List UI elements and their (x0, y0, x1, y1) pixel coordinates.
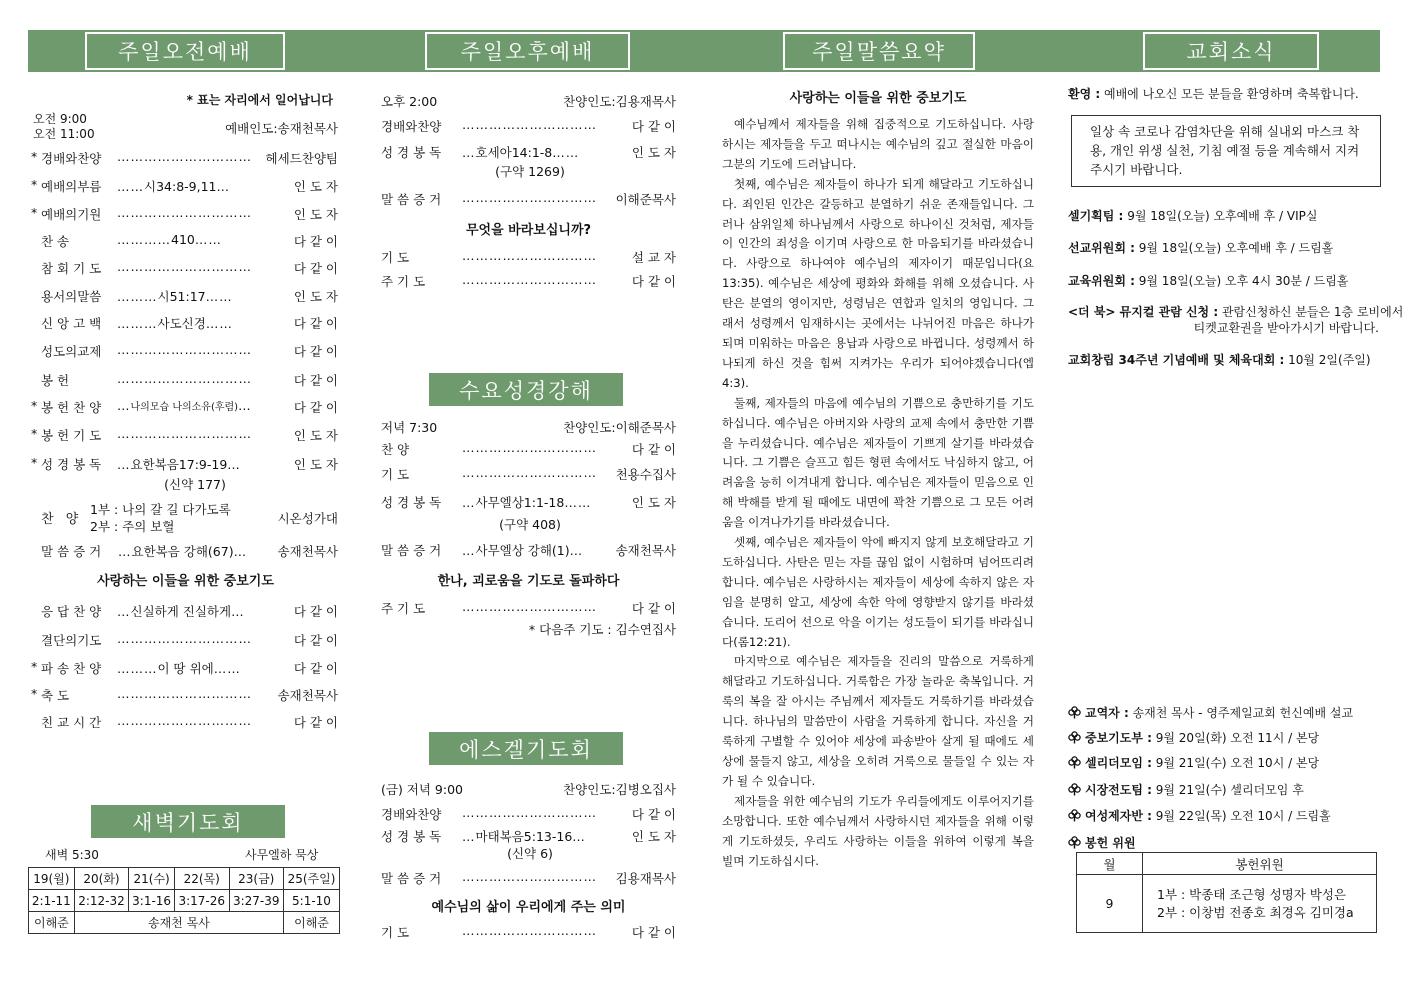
ezk-time: (금) 저녁 9:00 (381, 782, 463, 797)
order-item-label: 축 도 (41, 688, 70, 703)
schedule-item: 교역자 : 송재천 목사 - 영주제일교회 헌신예배 설교 (1068, 704, 1353, 721)
order-item-label: 친 교 시 간 (41, 715, 102, 730)
summary-body (722, 115, 1034, 871)
morning-time-2: 오전 11:00 (33, 127, 95, 141)
order-item-detail: …신실하게 진실하게… (117, 604, 245, 619)
order-item-detail: ………………………… (117, 426, 252, 441)
dawn-day: 20(화) (74, 868, 129, 890)
stand-marker: * (31, 205, 38, 220)
wed-leader: 찬양인도:이해준목사 (563, 420, 676, 435)
header-church-news: 교회소식 (1143, 32, 1319, 70)
order-item-label: 성 경 봉 독 (41, 457, 102, 472)
afternoon-lords-dots: ………………………… (462, 272, 597, 287)
order-item-label: 참 회 기 도 (41, 261, 102, 276)
dawn-day: 19(월) (29, 868, 75, 890)
stand-marker: * (31, 149, 38, 164)
event-musical-line2: 티켓교환권을 받아가시기 바랍니다. (1193, 321, 1379, 335)
afternoon-heading: 무엇을 바라보십니까? (465, 223, 592, 238)
afternoon-praise-label: 경배와찬양 (381, 119, 442, 134)
offering-month: 9 (1077, 875, 1143, 933)
morning-leader: 예배인도:송재천목사 (225, 121, 338, 136)
ezk-prayer-label: 기 도 (381, 925, 410, 940)
order-item-who: 다 같 이 (293, 400, 338, 415)
wed-praise-who: 다 같 이 (631, 442, 676, 457)
wed-reading-label: 성 경 봉 독 (381, 495, 442, 510)
choir-label: 찬 양 (41, 512, 83, 527)
ezk-praise-who: 다 같 이 (631, 807, 676, 822)
choir-line-2: 2부 : 주의 보혈 (90, 519, 175, 534)
order-item-who: 다 같 이 (293, 373, 338, 388)
afternoon-sermon-who: 이해준목사 (615, 192, 676, 207)
summary-paragraph: 둘째, 제자들의 마음에 예수님의 기쁨으로 충만하기를 기도하십니다. 예수님은 아버지와 사랑의 교제 속에서 충만한 기쁨을 누리셨습니다. 예수님은 제자들이 기쁘게 살기를 바라셨습니다. 그 기쁨은 슬프고 힘든 형편 속에서도 낙심하지 않고, 어려움을 능히 이겨내게 합니다. 예수님은 제자들이 믿음으로 인해 박해를 받게 될 때에도 내면에 꽉찬 기쁨으로 그 모든 어려움을 이겨나가기를 바라셨습니다. (722, 395, 1034, 530)
afternoon-time: 오후 2:00 (381, 94, 438, 109)
clover-icon (1068, 731, 1081, 744)
schedule-item: 여성제자반 : 9월 22일(목) 오전 10시 / 드림홀 (1068, 807, 1331, 824)
event-musical: <더 북> 뮤지컬 관람 신청 : 관람신청하신 분들은 1층 로비에서 (1068, 305, 1403, 319)
schedule-item: 봉헌 위원 (1068, 834, 1136, 851)
dawn-day: 21(수) (129, 868, 175, 890)
stand-marker: * (31, 659, 38, 674)
choir-who: 시온성가대 (277, 511, 338, 526)
order-item-who: 다 같 이 (293, 715, 338, 730)
choir-line-1: 1부 : 나의 갈 길 다가도록 (90, 502, 231, 517)
dawn-ref: 3:27-39 (229, 890, 284, 912)
order-item-who: 다 같 이 (293, 661, 338, 676)
wed-prayer-label: 기 도 (381, 467, 410, 482)
afternoon-sermon-label: 말 씀 증 거 (381, 192, 442, 207)
order-item-label: 신 앙 고 백 (41, 316, 102, 331)
order-item-detail: …나의모습 나의소유(후렴)… (117, 398, 252, 413)
order-item-who: 인 도 자 (293, 428, 338, 443)
order-item-detail: ………………………… (117, 149, 252, 164)
order-item-detail: ………………………… (117, 259, 252, 274)
order-item-label: 경배와찬양 (41, 151, 102, 166)
wed-heading: 한나, 괴로움을 기도로 돌파하다 (437, 574, 620, 589)
stand-marker: * (31, 177, 38, 192)
afternoon-reading-mid: …호세아14:1-8…… (462, 145, 580, 160)
order-item-who: 다 같 이 (293, 316, 338, 331)
ezk-sermon-dots: ………………………… (462, 869, 597, 884)
stand-marker: * (31, 398, 38, 413)
wed-prayer-who: 천용수집사 (615, 467, 676, 482)
order-item-label: 봉 헌 찬 양 (41, 400, 102, 415)
wed-prayer-dots: ………………………… (462, 465, 597, 480)
schedule-item: 중보기도부 : 9월 20일(화) 오전 11시 / 본당 (1068, 729, 1319, 746)
order-item-detail: ………이 땅 위에…… (117, 661, 241, 676)
order-item-label: 예배의부름 (41, 179, 102, 194)
order-item-label: 찬 송 (41, 234, 70, 249)
ezk-reading-mid: …마태복음5:13-16… (462, 829, 586, 844)
wed-reading-mid: …사무엘상1:1-18…… (462, 495, 592, 510)
order-item-who: 다 같 이 (293, 344, 338, 359)
order-item-who: 헤세드찬양팀 (265, 151, 338, 166)
offering-head-month: 월 (1077, 853, 1143, 875)
afternoon-praise-who: 다 같 이 (631, 119, 676, 134)
offering-line-2: 2부 : 이창범 전종호 최경옥 김미경a (1157, 904, 1354, 920)
order-item-detail: ………………………… (117, 631, 252, 646)
wed-praise-dots: ………………………… (462, 440, 597, 455)
ezk-reading-ref: (신약 6) (507, 846, 553, 861)
order-item-who: 다 같 이 (293, 604, 338, 619)
order-item-label: 파 송 찬 양 (41, 661, 102, 676)
order-item-who: 인 도 자 (293, 179, 338, 194)
ezk-reading-label: 성 경 봉 독 (381, 829, 442, 844)
morning-sermon-heading: 사랑하는 이들을 위한 중보기도 (97, 574, 274, 589)
order-item-label: 용서의말씀 (41, 289, 102, 304)
dawn-ref: 2:1-11 (29, 890, 75, 912)
offering-committee-table (1076, 852, 1377, 933)
afternoon-reading-label: 성 경 봉 독 (381, 145, 442, 160)
order-item-detail: ………………………… (117, 205, 252, 220)
order-item-who: 인 도 자 (293, 207, 338, 222)
afternoon-leader: 찬양인도:김용재목사 (563, 94, 676, 109)
order-item-detail: ………………………… (117, 342, 252, 357)
ezk-sermon-who: 김용재목사 (615, 871, 676, 886)
schedule-item: 셀리더모임 : 9월 21일(수) 오전 10시 / 본당 (1068, 754, 1319, 771)
welcome-label: 환영 : (1068, 87, 1101, 101)
summary-paragraph: 예수님께서 제자들을 위해 집중적으로 기도하십니다. 사랑하시는 제자들을 두고 떠나시는 예수님의 깊고 절실한 마음이 그분의 기도에 드러납니다. (722, 117, 1034, 171)
order-item-who: 인 도 자 (293, 289, 338, 304)
order-item-who: 송재천목사 (277, 688, 338, 703)
order-item-label: 성도의교제 (41, 344, 102, 359)
order-item-who: 인 도 자 (293, 457, 338, 472)
header-morning-worship: 주일오전예배 (85, 32, 285, 70)
order-item-label: 예배의기원 (41, 207, 102, 222)
header-ezekiel: 에스겔기도회 (429, 732, 623, 765)
header-wednesday: 수요성경강해 (429, 373, 623, 406)
afternoon-prayer-dots: ………………………… (462, 248, 597, 263)
afternoon-reading-ref: (구약 1269) (495, 164, 565, 179)
morning-sermon-title: …요한복음 강해(67)… (118, 544, 248, 559)
dawn-day: 22(목) (175, 868, 230, 890)
dawn-lead-right: 이해준 (284, 912, 340, 934)
order-item-detail: ……시34:8-9,11… (117, 179, 230, 194)
wed-time: 저녁 7:30 (381, 420, 438, 435)
morning-sermon-label: 말 씀 증 거 (41, 544, 102, 559)
event-education-committee: 교육위원회 : 9월 18일(오늘) 오후 4시 30분 / 드림홀 (1068, 274, 1349, 288)
wed-sermon-title: …사무엘상 강해(1)… (462, 543, 584, 558)
dawn-time: 새벽 5:30 (45, 848, 99, 862)
order-item-label: 봉 헌 (41, 373, 70, 388)
wed-lords-who: 다 같 이 (631, 601, 676, 616)
summary-paragraph: 마지막으로 예수님은 제자들을 진리의 말씀으로 거룩하게 해달라고 기도하십니다. 거룩함은 가장 놀라운 축복입니다. 거룩의 복을 잘 아시는 주님께서 제자들도 거룩하기를 바라셨습니다. 하나님의 말씀만이 사람을 거룩하게 합니다. 자신을 거룩하게 구별할 수 있어야 세상에 파송받아 살게 될 때에도 세상에 물들지 않고, 세상을 오히려 거룩으로 물들일 수 있는 자가 될 수 있습니다. (722, 654, 1034, 788)
order-item-detail: ………시51:17…… (117, 289, 233, 304)
ezk-prayer-who: 다 같 이 (631, 925, 676, 940)
order-item-label: 봉 헌 기 도 (41, 428, 102, 443)
wed-reading-who: 인 도 자 (631, 495, 676, 510)
summary-paragraph: 첫째, 예수님은 제자들이 하나가 되게 해달라고 기도하십니다. 죄인된 인간은 갈등하고 분열하기 쉬운 존재들입니다. 그러나 삼위일체 하나님께서 사랑으로 하나이신 것처럼, 제자들이 인간의 죄성을 이기며 사랑으로 한 마음되기를 바라셨습니다. 사랑으로 하나여야 예수님의 제자이기 때문입니다(요13:35). 예수님은 세상에 평화와 화해를 위해 오셨습니다. 사탄은 분열의 영이지만, 성령님은 연합과 일치의 영입니다. 그래서 성령께서 임재하시는 곳에서는 나뉘어진 마음은 하나가 되며 미워하는 마음은 용납과 사랑으로 바뀝니다. 성령께서 하나되게 하신 것을 힘써 지켜가는 우리가 되어야겠습니다(엡4:3). (722, 176, 1034, 390)
wed-sermon-who: 송재천목사 (615, 543, 676, 558)
wed-praise-label: 찬 양 (381, 442, 410, 457)
dawn-schedule-table (28, 867, 340, 934)
clover-icon (1068, 706, 1081, 719)
summary-title: 사랑하는 이들을 위한 중보기도 (789, 91, 967, 106)
clover-icon (1068, 783, 1081, 796)
order-item-who: 다 같 이 (293, 633, 338, 648)
dawn-day: 25(주일) (284, 868, 340, 890)
summary-paragraph: 셋째, 예수님은 제자들이 악에 빠지지 않게 보호해달라고 기도하십니다. 사탄은 믿는 자를 끊임 없이 시험하며 넘어뜨리려 합니다. 예수님은 사랑하시는 제자들이 세상에 속하지 않은 자임을 분명히 알고, 세상에 속한 악에 영향받지 않기를 바라셨습니다. 도리어 선으로 악을 이기는 성도들이 되기를 바라십니다(롬12:21). (722, 535, 1034, 649)
order-item-who: 다 같 이 (293, 234, 338, 249)
afternoon-lords-label: 주 기 도 (381, 274, 426, 289)
schedule-item: 시장전도팀 : 9월 21일(수) 셀리더모임 후 (1068, 781, 1304, 798)
stand-marker: * (31, 426, 38, 441)
offering-head-members: 봉헌위원 (1143, 853, 1377, 875)
ezk-leader: 찬양인도:김병오집사 (563, 782, 676, 797)
order-item-detail: …………410…… (117, 232, 222, 247)
afternoon-lords-who: 다 같 이 (631, 274, 676, 289)
stand-marker: * (31, 455, 38, 470)
dawn-day: 23(금) (229, 868, 284, 890)
clover-icon (1068, 809, 1081, 822)
dawn-ref: 3:17-26 (175, 890, 230, 912)
dawn-ref: 3:1-16 (129, 890, 175, 912)
event-mission-committee: 선교위원회 : 9월 18일(오늘) 오후예배 후 / 드림홀 (1068, 241, 1334, 255)
afternoon-reading-who: 인 도 자 (631, 145, 676, 160)
offering-line-1: 1부 : 박종태 조근형 성명자 박성은 (1157, 886, 1347, 902)
morning-reading-ref: (신약 177) (164, 477, 226, 492)
ezk-reading-who: 인 도 자 (631, 829, 676, 844)
order-item-detail: ………………………… (117, 713, 252, 728)
order-item-detail: ………사도신경…… (117, 316, 233, 331)
ezk-prayer-dots: ………………………… (462, 923, 597, 938)
dawn-lead-left: 이해준 (29, 912, 75, 934)
welcome-line (1068, 85, 1359, 102)
header-dawn-prayer: 새벽기도회 (91, 805, 285, 838)
order-item-label: 결단의기도 (41, 633, 102, 648)
dawn-lead-mid: 송재천 목사 (74, 912, 283, 934)
ezk-sermon-label: 말 씀 증 거 (381, 871, 442, 886)
ezk-praise-label: 경배와찬양 (381, 807, 442, 822)
welcome-text: 예배에 나오신 모든 분들을 환영하며 축복합니다. (1104, 87, 1359, 101)
wed-sermon-label: 말 씀 증 거 (381, 543, 442, 558)
wed-next-prayer: * 다음주 기도 : 김수연집사 (528, 622, 676, 637)
dawn-ref: 2:12-32 (74, 890, 129, 912)
order-item-detail: …요한복음17:9-19… (117, 457, 241, 472)
event-anniversary: 교회창립 34주년 기념예배 및 체육대회 : 10월 2일(주일) (1068, 353, 1371, 367)
header-sermon-summary: 주일말씀요약 (783, 32, 975, 70)
summary-paragraph: 제자들을 위한 예수님의 기도가 우리들에게도 이루어지기를 소망합니다. 또한 예수님께서 사랑하시던 제자들을 위해 이렇게 기도하셨듯, 우리도 사랑하는 이들을 위하여 이렇게 복을 빌며 기도하십시다. (722, 793, 1034, 868)
stand-marker: * (31, 686, 38, 701)
afternoon-prayer-label: 기 도 (381, 250, 410, 265)
header-afternoon-worship: 주일오후예배 (425, 32, 630, 70)
ezk-heading: 예수님의 삶이 우리에게 주는 의미 (431, 900, 626, 915)
order-item-detail: ………………………… (117, 371, 252, 386)
event-cell-planning: 셀기획팀 : 9월 18일(오늘) 오후예배 후 / VIP실 (1068, 209, 1318, 223)
wed-lords-dots: ………………………… (462, 599, 597, 614)
wed-lords-label: 주 기 도 (381, 601, 426, 616)
afternoon-sermon-dots: ………………………… (462, 190, 597, 205)
covid-notice-box: 일상 속 코로나 감염차단을 위해 실내외 마스크 착용, 개인 위생 실천, 기침 예절 등을 계속해서 지켜주시기 바랍니다. (1071, 115, 1381, 187)
morning-sermon-who: 송재천목사 (277, 544, 338, 559)
stand-note: * 표는 자리에서 일어납니다 (186, 93, 333, 107)
afternoon-praise-dots: ………………………… (462, 117, 597, 132)
order-item-label: 응 답 찬 양 (41, 604, 102, 619)
afternoon-prayer-who: 설 교 자 (631, 250, 676, 265)
morning-time-1: 오전 9:00 (33, 112, 87, 126)
wed-reading-ref: (구약 408) (499, 517, 561, 532)
clover-icon (1068, 756, 1081, 769)
dawn-ref: 5:1-10 (284, 890, 340, 912)
dawn-book: 사무엘하 묵상 (245, 848, 319, 862)
order-item-detail: ………………………… (117, 686, 252, 701)
order-item-who: 다 같 이 (293, 261, 338, 276)
ezk-praise-dots: ………………………… (462, 805, 597, 820)
clover-icon (1068, 836, 1081, 849)
